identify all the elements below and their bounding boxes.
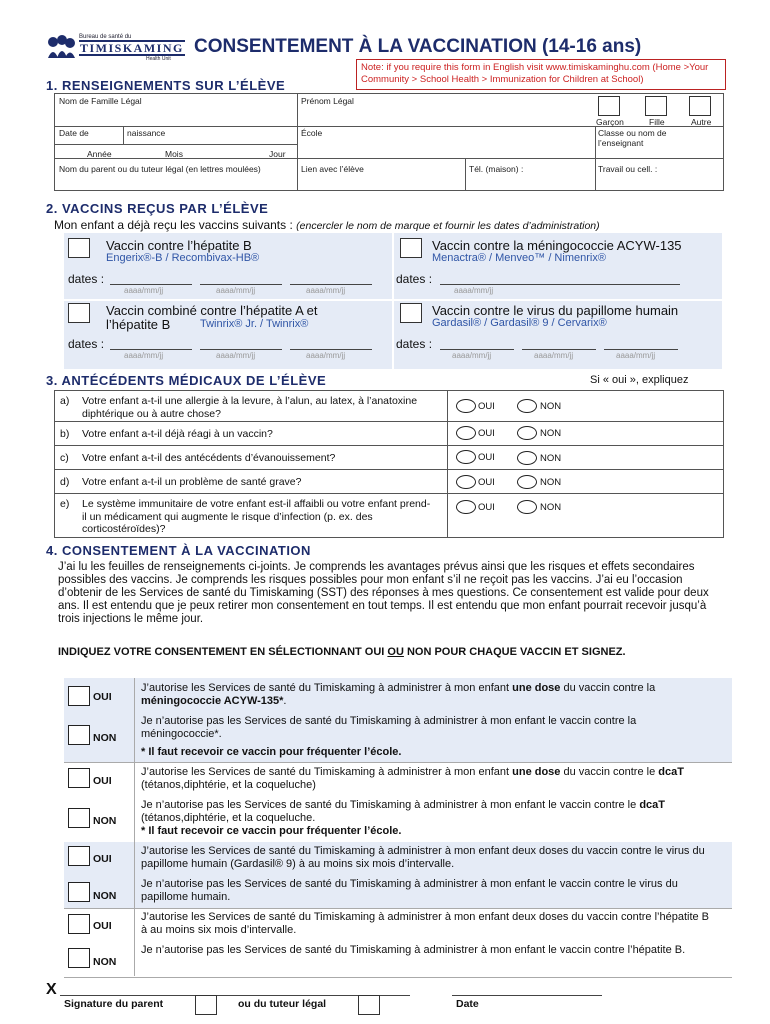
vaccines-intro-note: (encercler le nom de marque et fournir les dates d’administration) xyxy=(296,220,600,232)
no-radio-d[interactable] xyxy=(517,475,537,489)
dob-label-b: naissance xyxy=(127,128,166,138)
consent-instruction xyxy=(58,645,718,659)
work-phone-field[interactable]: Travail ou cell. : xyxy=(598,164,658,174)
boy-checkbox[interactable] xyxy=(598,96,620,116)
mening-yes-text xyxy=(141,682,696,708)
tdap-yes-vaccine: dcaT xyxy=(658,766,684,778)
mening-no-text: Je n’autorise pas les Services de santé du Timiskaming à administrer à mon enfant le vaccin contre la méningococcie*. xyxy=(141,715,637,740)
tdap-yes-dose: une dose xyxy=(512,766,561,778)
no-radio-b[interactable] xyxy=(517,426,537,440)
hepb-yes-checkbox[interactable] xyxy=(68,914,90,934)
class-field[interactable]: Classe ou nom de l’enseignant xyxy=(598,128,667,148)
yes-label: OUI xyxy=(478,477,495,488)
question-label-c: c) xyxy=(60,452,69,464)
logo-sub-text: Health Unit xyxy=(146,56,171,62)
instruction-part-b: NON POUR CHAQUE VACCIN ET SIGNEZ. xyxy=(403,646,626,658)
hpv-yes-checkbox[interactable] xyxy=(68,846,90,866)
date-format: aaaa/mm/jj xyxy=(216,351,256,360)
hepb-brand[interactable]: Engerix®-B / Recombivax-HB® xyxy=(106,252,260,264)
yes-radio-b[interactable] xyxy=(456,426,476,440)
hepb-date-1[interactable] xyxy=(110,284,192,285)
hpv-date-3[interactable] xyxy=(604,349,678,350)
question-a-text: Votre enfant a-t-il une allergie à la levure, à l’alun, au latex, à l’anatoxine diphtérique ou à autre chose? xyxy=(82,395,418,420)
dob-label-a: Date de xyxy=(59,128,89,138)
yes-label: OUI xyxy=(478,428,495,439)
section-2-heading: 2. VACCINS REÇUS PAR L’ÉLÈVE xyxy=(46,201,269,216)
yes-radio-d[interactable] xyxy=(456,475,476,489)
other-label: Autre xyxy=(691,117,712,127)
mening-dates-label: dates : xyxy=(396,272,433,286)
mening-yes-text-c: du vaccin contre la xyxy=(560,682,656,694)
date-line[interactable] xyxy=(452,995,602,996)
hepb-date-2[interactable] xyxy=(200,284,282,285)
instruction-or: OU xyxy=(387,646,404,658)
mening-yes-dose: une dose xyxy=(512,682,561,694)
yes-radio-c[interactable] xyxy=(456,450,476,464)
tdap-no-text xyxy=(141,799,716,825)
mening-yes-checkbox[interactable] xyxy=(68,686,90,706)
hpv-dates-label: dates : xyxy=(396,337,433,351)
hepb-yes-label: OUI xyxy=(93,920,112,932)
question-e-text: Le système immunitaire de votre enfant est-il affaibli ou votre enfant prend-il un médicament qui augmente le risque d’infection (p. ex. des corticostéroïdes)? xyxy=(82,498,431,535)
twinrix-vaccine-name-a: Vaccin combiné contre l’hépatite A et xyxy=(106,303,318,318)
tdap-no-vaccine: dcaT xyxy=(639,799,665,811)
date-format: aaaa/mm/jj xyxy=(306,286,346,295)
english-note: Note: if you require this form in English visit www.timiskaminghu.com (Home >Your Community > School Health > Immunization for Children at School) xyxy=(356,59,726,90)
tdap-no-checkbox[interactable] xyxy=(68,808,90,828)
tdap-no-text-c: (tétanos,diphtérie, et la coqueluche. xyxy=(141,812,316,824)
no-label: NON xyxy=(540,453,562,464)
signature-x: X xyxy=(46,981,57,998)
no-label: NON xyxy=(540,477,562,488)
no-radio-c[interactable] xyxy=(517,451,537,465)
twinrix-date-2[interactable] xyxy=(200,349,282,350)
tdap-yes-text-a: J’autorise les Services de santé du Timiskaming à administrer à mon enfant xyxy=(141,766,513,778)
question-c-text: Votre enfant a-t-il des antécédents d’évanouissement? xyxy=(82,452,336,464)
question-label-d: d) xyxy=(60,476,70,488)
dob-month[interactable]: Mois xyxy=(165,149,183,159)
vaccines-intro-text: Mon enfant a déjà reçu les vaccins suivants : xyxy=(54,218,297,232)
hepb-vaccine-name: Vaccin contre l’hépatite B xyxy=(106,238,252,253)
tdap-no-text-a: Je n’autorise pas les Services de santé du Timiskaming à administrer à mon enfant le vaccin contre le xyxy=(141,799,640,811)
parent-checkbox[interactable] xyxy=(195,995,217,1015)
twinrix-date-1[interactable] xyxy=(110,349,192,350)
vaccines-intro xyxy=(54,218,600,232)
no-label: NON xyxy=(540,502,562,513)
parent-name-field[interactable]: Nom du parent ou du tuteur légal (en lettres moulées) xyxy=(59,164,261,174)
no-label: NON xyxy=(540,401,562,412)
guardian-checkbox[interactable] xyxy=(358,995,380,1015)
consent-column-divider xyxy=(134,678,135,976)
mening-no-label: NON xyxy=(93,732,117,744)
mening-yes-text-e: . xyxy=(283,695,287,707)
mening-yes-text-a: J’autorise les Services de santé du Timiskaming à administrer à mon enfant xyxy=(141,682,513,694)
date-label: Date xyxy=(456,998,479,1010)
date-format: aaaa/mm/jj xyxy=(124,351,164,360)
mening-checkbox[interactable] xyxy=(400,238,422,258)
question-b-text: Votre enfant a-t-il déjà réagi à un vaccin? xyxy=(82,428,273,440)
section-1-heading: 1. RENSEIGNEMENTS SUR L’ÉLÈVE xyxy=(46,78,286,93)
mening-yes-vaccine: méningococcie ACYW-135* xyxy=(141,695,284,707)
mening-no-checkbox[interactable] xyxy=(68,725,90,745)
section-4-heading: 4. CONSENTEMENT À LA VACCINATION xyxy=(46,543,311,558)
tdap-yes-text-e: (tétanos,diphtérie, et la coqueluche) xyxy=(141,779,316,791)
twinrix-checkbox[interactable] xyxy=(68,303,90,323)
panel-divider-h xyxy=(64,299,722,301)
hpv-vaccine-name: Vaccin contre le virus du papillome humain xyxy=(432,303,679,318)
first-name-field[interactable]: Prénom Légal xyxy=(301,96,354,106)
date-format: aaaa/mm/jj xyxy=(216,286,256,295)
date-format: aaaa/mm/jj xyxy=(534,351,574,360)
logo-figures-icon xyxy=(46,34,76,60)
hepb-checkbox[interactable] xyxy=(68,238,90,258)
hpv-date-1[interactable] xyxy=(440,349,514,350)
hpv-date-2[interactable] xyxy=(522,349,596,350)
home-phone-field[interactable]: Tél. (maison) : xyxy=(469,164,524,174)
hepb-no-label: NON xyxy=(93,956,117,968)
relationship-field[interactable]: Lien avec l’élève xyxy=(301,164,364,174)
dob-day[interactable]: Jour xyxy=(269,149,286,159)
student-info-grid xyxy=(54,93,724,191)
no-radio-e[interactable] xyxy=(517,500,537,514)
guardian-signature-label: ou du tuteur légal xyxy=(238,998,327,1010)
question-label-a: a) xyxy=(60,395,70,407)
tdap-no-label: NON xyxy=(93,815,117,827)
no-label: NON xyxy=(540,428,562,439)
question-label-e: e) xyxy=(60,498,70,510)
yes-label: OUI xyxy=(478,502,495,513)
mening-vaccine-name: Vaccin contre la méningococcie ACYW-135 xyxy=(432,238,682,253)
date-format: aaaa/mm/jj xyxy=(454,286,494,295)
tdap-yes-checkbox[interactable] xyxy=(68,768,90,788)
consent-paragraph: J’ai lu les feuilles de renseignements ci-joints. Je comprends les avantages prévus ainsi que les risques et effets secondaires possibles des vaccins. Je comprends les risques possibles pour mon enfant s’il ne reçoit pas les vaccins. J’ai eu l’occasion d’obtenir de les Services de santé du Timiskaming (SST) des réponses à mes questions. Ce consentement est valide pour deux ans. Il est entendu que je peux retirer mon consentement en tout temps. Il est entendu que mon enfant pourrait recevoir jusqu’à trois injections le même jour. xyxy=(58,561,709,625)
family-name-field[interactable]: Nom de Famille Légal xyxy=(59,96,142,106)
tdap-yes-text xyxy=(141,766,701,792)
twinrix-vaccine-name-b: l’hépatite B xyxy=(106,317,171,332)
explain-label: Si « oui », expliquez xyxy=(590,374,689,386)
hpv-brand[interactable]: Gardasil® / Gardasil® 9 / Cervarix® xyxy=(432,317,607,329)
page-title: CONSENTEMENT À LA VACCINATION (14-16 ans) xyxy=(194,36,642,57)
hepb-yes-text: J’autorise les Services de santé du Timiskaming à administrer à mon enfant deux doses du vaccin contre l’hépatite B à au moins six mois d’intervalle. xyxy=(141,911,710,936)
date-format: aaaa/mm/jj xyxy=(452,351,492,360)
yes-label: OUI xyxy=(478,452,495,463)
hpv-no-label: NON xyxy=(93,890,117,902)
panel-divider xyxy=(392,233,394,369)
twinrix-date-3[interactable] xyxy=(290,349,372,350)
twinrix-brand[interactable]: Twinrix® Jr. / Twinrix® xyxy=(200,318,309,330)
yes-label: OUI xyxy=(478,401,495,412)
hepb-no-checkbox[interactable] xyxy=(68,948,90,968)
parent-signature-label: Signature du parent xyxy=(64,998,164,1010)
date-format: aaaa/mm/jj xyxy=(616,351,656,360)
twinrix-dates-label: dates : xyxy=(68,337,105,351)
mening-yes-label: OUI xyxy=(93,691,112,703)
boy-label: Garçon xyxy=(596,117,624,127)
girl-label: Fille xyxy=(649,117,665,127)
tdap-yes-label: OUI xyxy=(93,775,112,787)
logo-name: TIMISKAMING xyxy=(80,41,184,55)
yes-radio-a[interactable] xyxy=(456,399,476,413)
hepb-no-text: Je n’autorise pas les Services de santé du Timiskaming à administrer à mon enfant le vaccin contre l’hépatite B. xyxy=(141,944,686,956)
hpv-no-checkbox[interactable] xyxy=(68,882,90,902)
hpv-checkbox[interactable] xyxy=(400,303,422,323)
yes-radio-e[interactable] xyxy=(456,500,476,514)
mening-date-1[interactable] xyxy=(440,284,680,285)
date-format: aaaa/mm/jj xyxy=(306,351,346,360)
other-checkbox[interactable] xyxy=(689,96,711,116)
girl-checkbox[interactable] xyxy=(645,96,667,116)
hpv-no-text: Je n’autorise pas les Services de santé du Timiskaming à administrer à mon enfant le vaccin contre le virus du papillome humain. xyxy=(141,878,678,903)
tdap-yes-text-c: du vaccin contre le xyxy=(560,766,659,778)
hpv-yes-text: J’autorise les Services de santé du Timiskaming à administrer à mon enfant deux doses du vaccin contre le virus du papillome humain (Gardasil® 9) à au moins six mois d’intervalle. xyxy=(141,845,705,870)
mening-brand[interactable]: Menactra® / Menveo™ / Nimenrix® xyxy=(432,252,606,264)
hepb-date-3[interactable] xyxy=(290,284,372,285)
question-d-text: Votre enfant a-t-il un problème de santé grave? xyxy=(82,476,302,488)
logo xyxy=(46,34,186,60)
dob-year[interactable]: Année xyxy=(87,149,112,159)
hpv-yes-label: OUI xyxy=(93,853,112,865)
question-label-b: b) xyxy=(60,428,70,440)
mening-required-note: * Il faut recevoir ce vaccin pour fréquenter l’école. xyxy=(141,746,402,758)
logo-top-text: Bureau de santé du xyxy=(79,34,132,40)
school-field[interactable]: École xyxy=(301,128,323,138)
tdap-required-note: * Il faut recevoir ce vaccin pour fréquenter l’école. xyxy=(141,825,402,837)
section-3-heading: 3. ANTÉCÉDENTS MÉDICAUX DE L’ÉLÈVE xyxy=(46,373,327,388)
instruction-part-a: INDIQUEZ VOTRE CONSENTEMENT EN SÉLECTIONNANT OUI xyxy=(58,646,388,658)
date-format: aaaa/mm/jj xyxy=(124,286,164,295)
hepb-dates-label: dates : xyxy=(68,272,105,286)
no-radio-a[interactable] xyxy=(517,399,537,413)
